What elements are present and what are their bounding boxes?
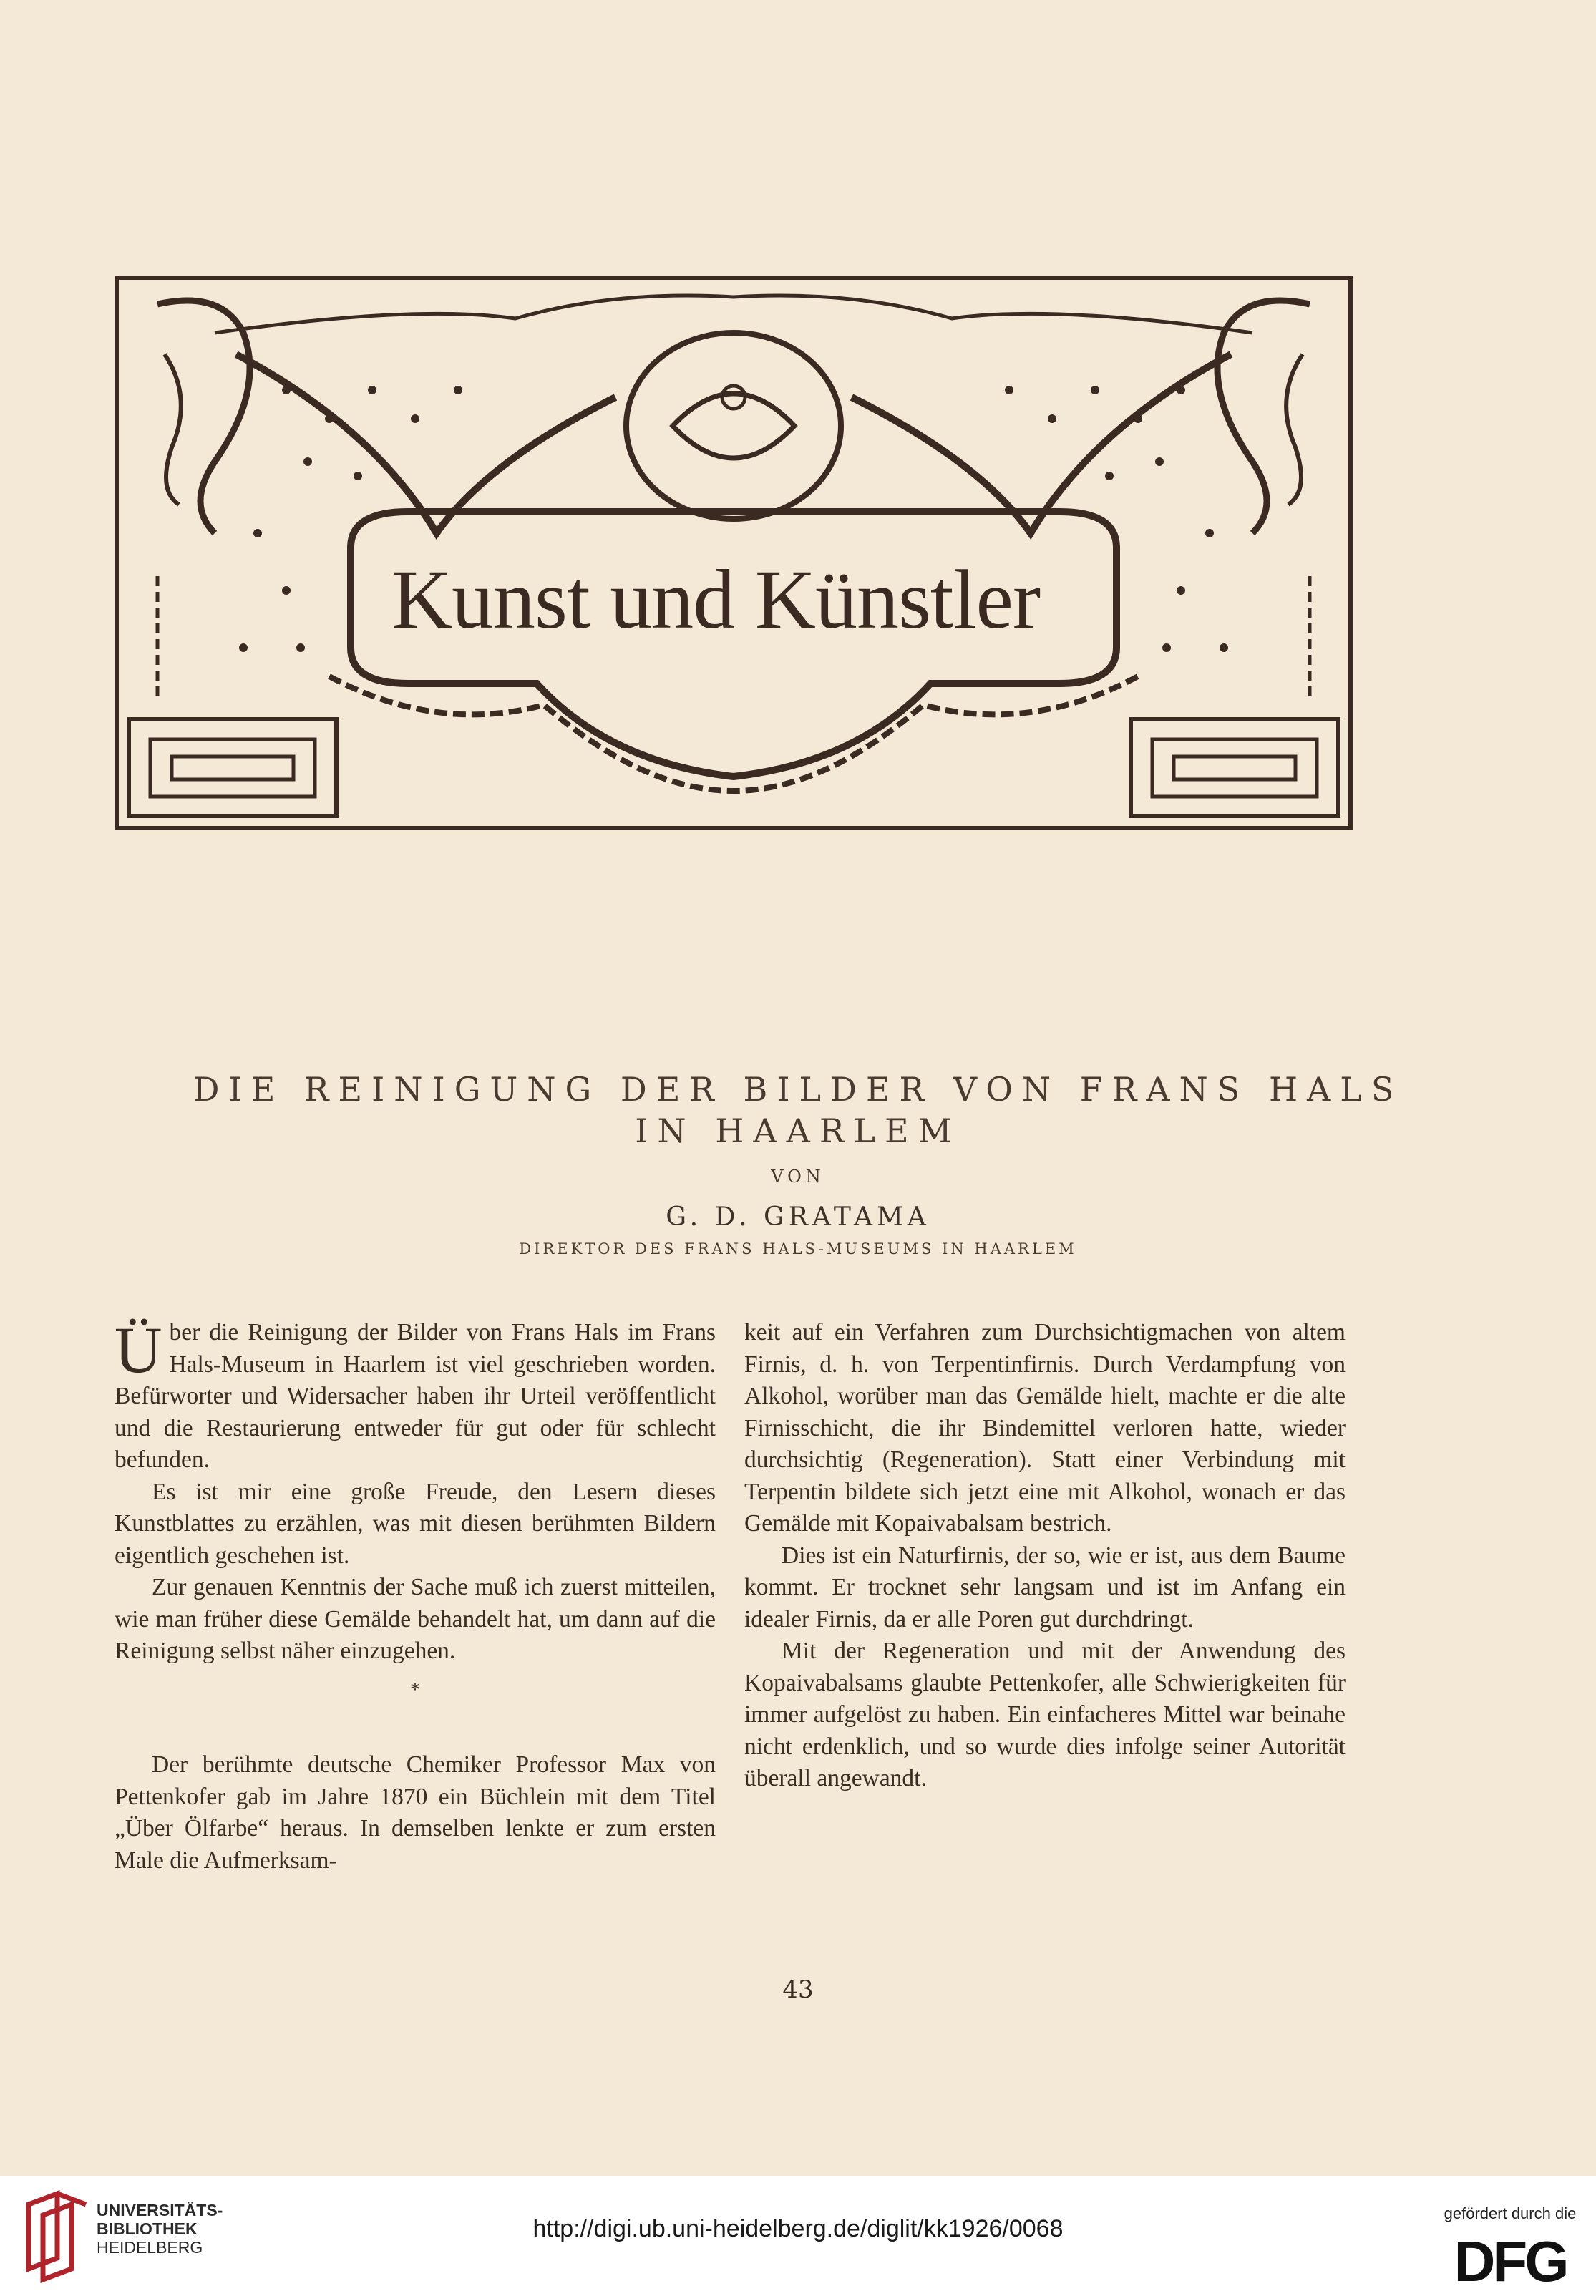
paragraph: Dies ist ein Naturfirnis, der so, wie er ist, aus dem Baume kommt. Er trocknet sehr langsam und ist im Anfang ein idealer Firnis, da er alle Poren gut durchdringt. (744, 1542, 1346, 1633)
paragraph: Mit der Regeneration und mit der Anwendung des Kopaivabalsams glaubte Pettenkofer, alle Schwierigkeiten für immer aufgelöst zu haben. Ein einfacheres Mittel war beinahe nicht erdenklich, und so wurde dies infolge seiner Autorität überall angewandt. (744, 1638, 1346, 1791)
library-name-line: HEIDELBERG (97, 2238, 203, 2257)
paragraph: keit auf ein Verfahren zum Durchsichtigmachen von altem Firnis, d. h. von Terpentinfirnis. Durch Verdampfung von Alkohol, worüber man das Gemälde hielt, machte er die alte Firnisschicht, die ihr Bindemittel verloren hatte, wieder durchsichtig (Regeneration). Statt einer Verbindung mit Terpentin bildete sich jetzt eine mit Alkohol, wonach er das Gemälde mit Kopaivabalsam bestrich. (744, 1319, 1346, 1537)
drop-cap: Ü (115, 1313, 162, 1386)
digitization-footer (0, 2176, 1596, 2296)
author-name: G. D. GRATAMA (666, 1202, 930, 1232)
library-name-line: UNIVERSITÄTS- (97, 2201, 223, 2219)
section-separator: * (410, 1678, 420, 1701)
text-column-left (115, 1313, 716, 1877)
paragraph-text: ber die Reinigung der Bilder von Frans Hals im Frans Hals-Museum in Haarlem ist viel geschrieben worden. Befürworter und Widersacher haben ihr Urteil veröffentlicht und die Restaurierung entweder für gut oder für schlecht befunden. (115, 1319, 716, 1473)
paragraph: Der berühmte deutsche Chemiker Professor Max von Pettenkofer gab im Jahre 1870 ein Büchlein mit dem Titel „Über Ölfarbe“ heraus. In demselben lenkte er zum ersten Male die Aufmerksam- (115, 1751, 716, 1874)
paragraph (115, 1313, 716, 1477)
article-title-line-1: DIE REINIGUNG DER BILDER VON FRANS HALS (193, 1070, 1403, 1109)
magazine-title: Kunst und Künstler (391, 553, 1041, 646)
page-number: 43 (782, 1975, 814, 2004)
text-column-right (744, 1317, 1346, 1795)
library-name-line: BIBLIOTHEK (97, 2219, 198, 2238)
permalink-url[interactable]: http://digi.ub.uni-heidelberg.de/diglit/kk1926/0068 (532, 2215, 1064, 2242)
dfg-logo[interactable]: DFG (1454, 2229, 1567, 2293)
author-title: DIREKTOR DES FRANS HALS-MUSEUMS IN HAARLEM (519, 1240, 1077, 1258)
paragraph: Zur genauen Kenntnis der Sache muß ich zuerst mitteilen, wie man früher diese Gemälde behandelt hat, um dann auf die Reinigung selbst näher einzugehen. (115, 1574, 716, 1664)
paragraph: Es ist mir eine große Freude, den Lesern dieses Kunstblattes zu erzählen, was mit diesen berühmten Bildern eigentlich geschehen ist. (115, 1478, 716, 1569)
article-title-line-2: IN HAARLEM (635, 1111, 961, 1150)
funding-caption: gefördert durch die (1444, 2204, 1577, 2222)
byline-von: VON (771, 1167, 825, 1187)
